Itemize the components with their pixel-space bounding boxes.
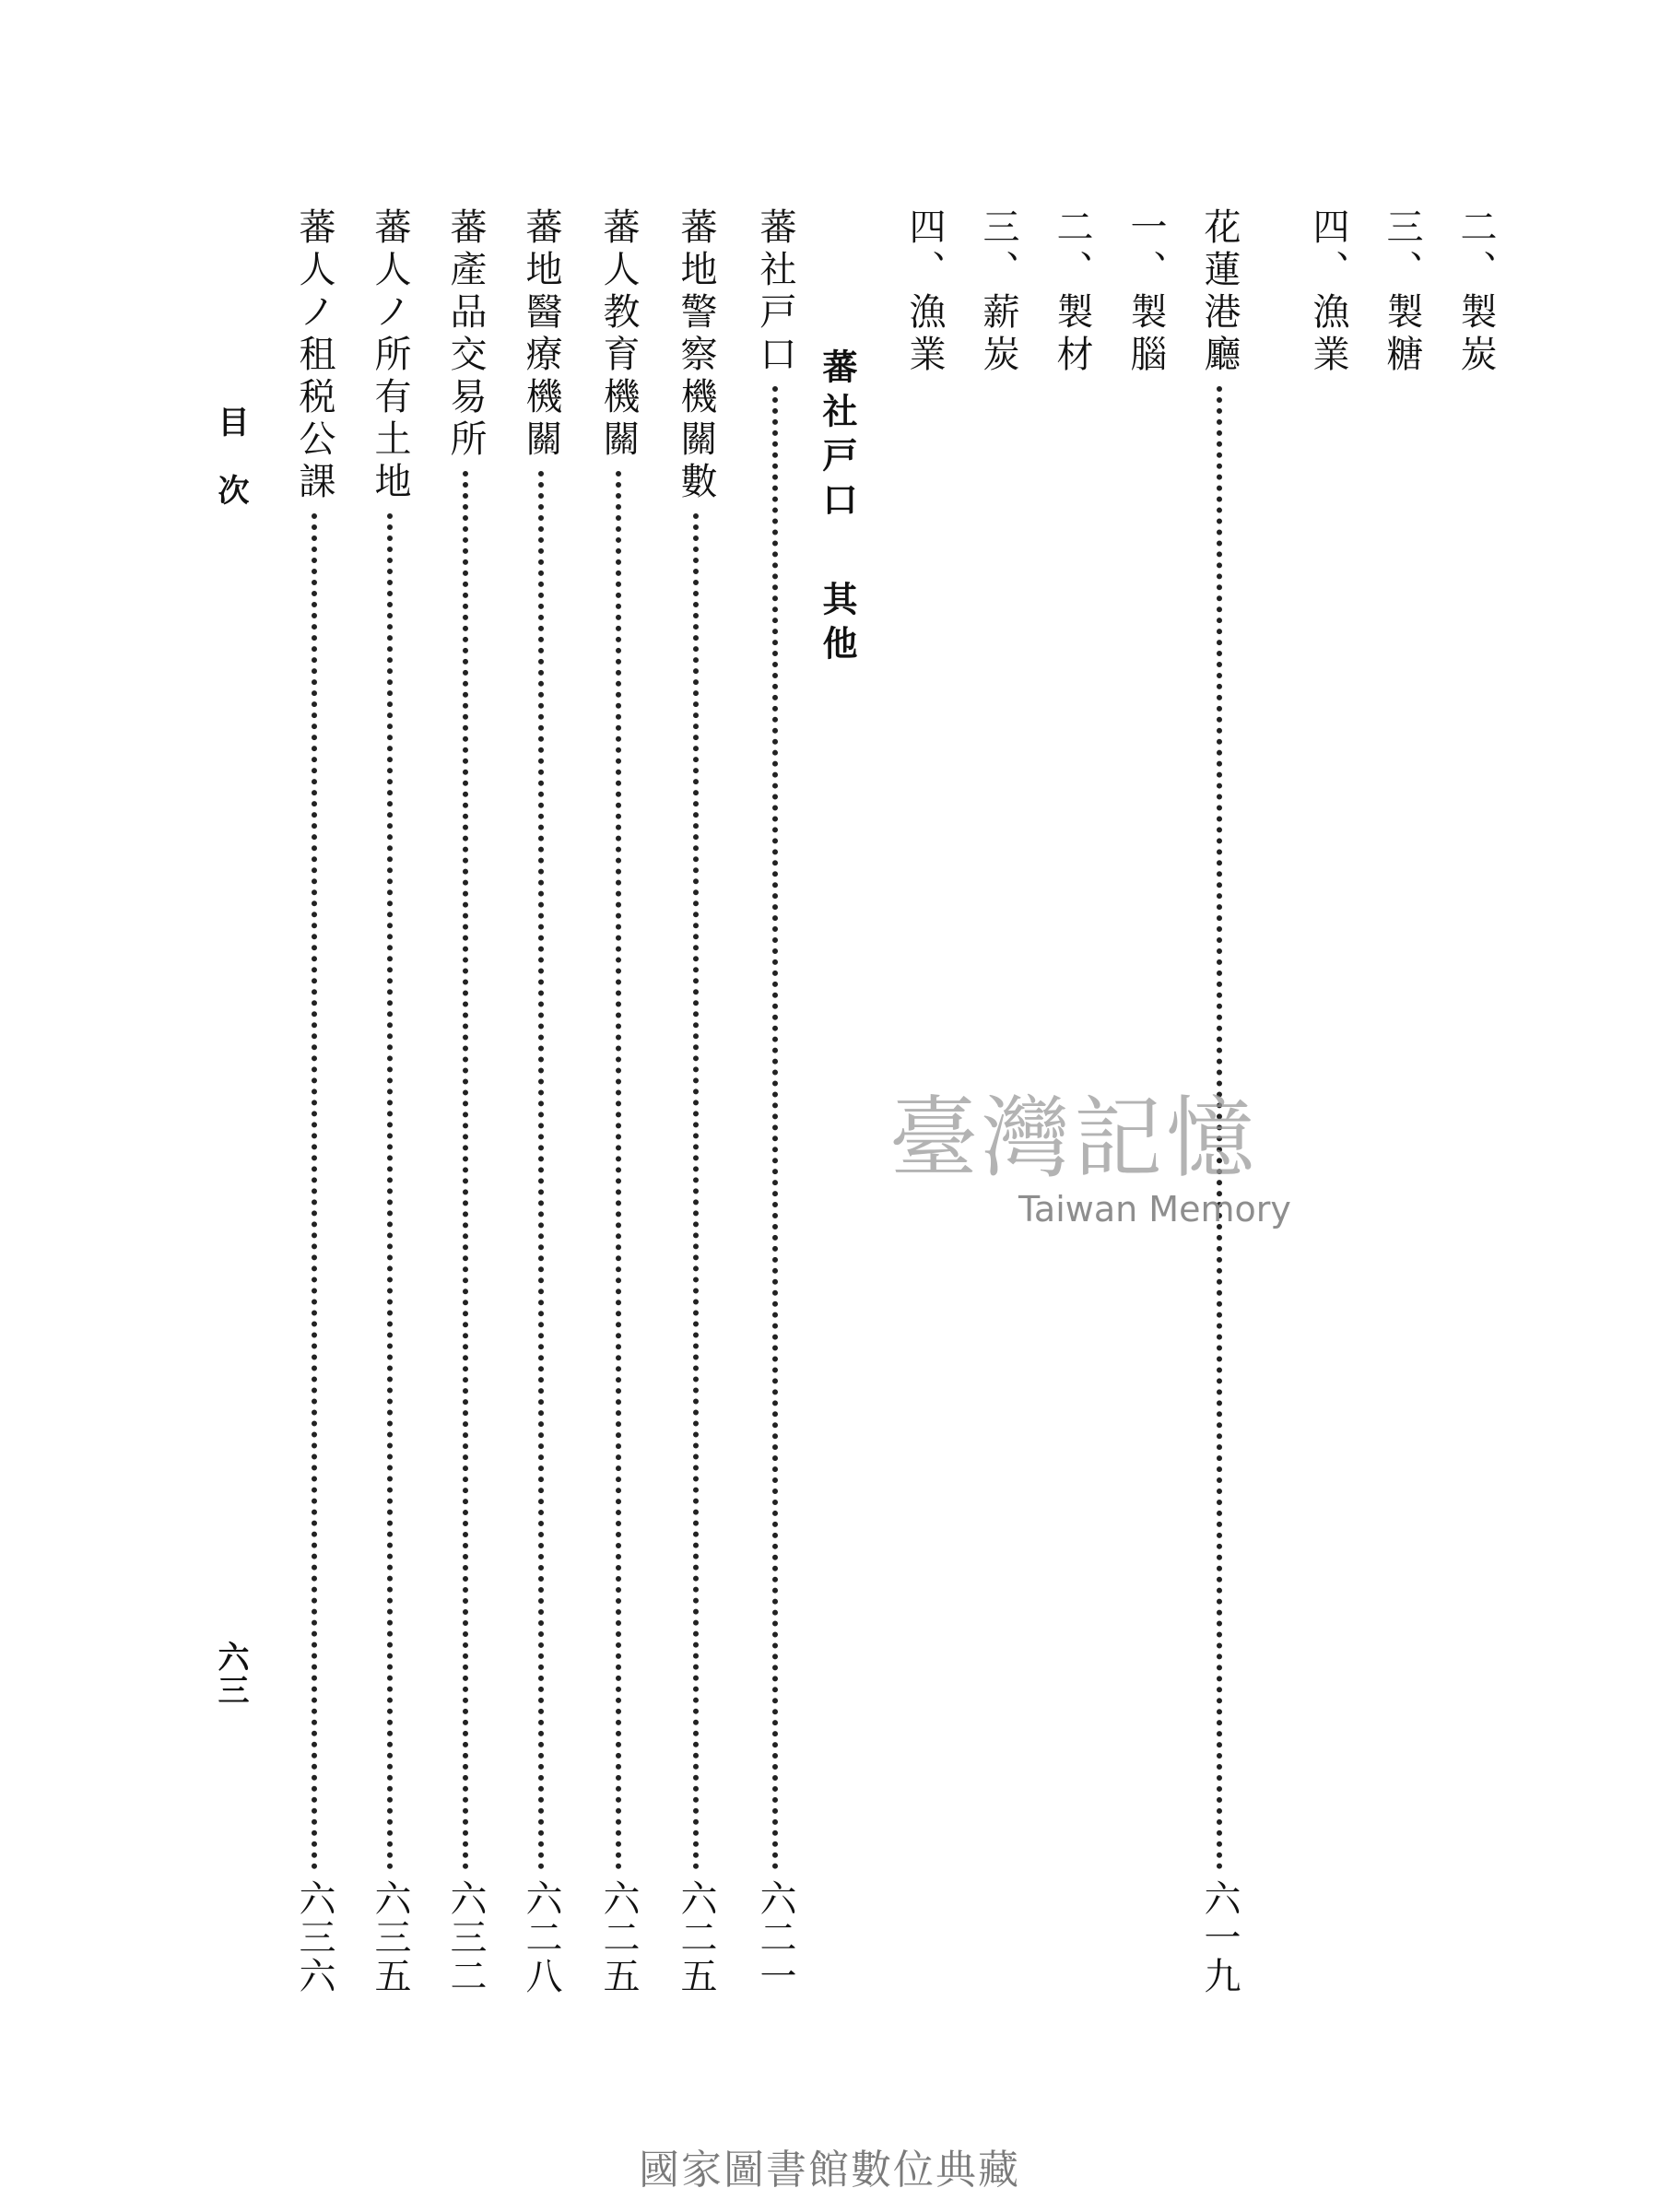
watermark <box>834 1088 1313 1263</box>
toc-entry-page: 六二五 <box>597 1879 640 1995</box>
leader-dots <box>312 513 317 1870</box>
leader-dots <box>463 471 468 1870</box>
toc-entry-page: 六二五 <box>675 1879 717 1995</box>
toc-entry-page: 六三六 <box>293 1879 335 1995</box>
toc-subitem-fishery: 四、漁業 <box>1307 207 1349 377</box>
section-heading-part1: 蕃社戸口 <box>817 348 858 525</box>
leader-dots <box>693 513 699 1870</box>
footer-collection-label: 國家圖書館數位典藏 <box>639 2147 1020 2194</box>
toc-entry-page: 六二八 <box>520 1879 562 1995</box>
leader-dots <box>616 471 621 1870</box>
toc-subitem-firewood: 三、薪炭 <box>977 207 1019 377</box>
leader-dots <box>772 386 778 1870</box>
page-folio: 六三 <box>212 1641 249 1707</box>
toc-entry-title: 蕃社戸口 <box>754 207 796 377</box>
toc-subitem-charcoal: 二、製炭 <box>1454 207 1497 377</box>
toc-entry <box>369 207 411 1995</box>
toc-entry-page: 六三二 <box>444 1879 487 1995</box>
toc-entry-title: 蕃地警察機關數 <box>675 207 717 504</box>
toc-entry-title: 蕃產品交易所 <box>444 207 487 462</box>
toc-entry-title: 蕃人ノ所有土地 <box>369 207 411 504</box>
leader-dots <box>538 471 544 1870</box>
toc-entry <box>754 207 796 1995</box>
toc-entry <box>675 207 717 1995</box>
toc-entry <box>293 207 335 1995</box>
section-heading-part2: 其他 <box>817 581 858 669</box>
toc-entry <box>444 207 487 1995</box>
toc-entry-page: 六二一 <box>754 1879 796 1995</box>
leader-dots <box>387 513 393 1870</box>
toc-entry-title: 蕃人ノ租税公課 <box>293 207 335 504</box>
toc-subitem-sugar: 三、製糖 <box>1381 207 1423 377</box>
watermark-english: Taiwan Memory <box>1018 1189 1291 1230</box>
toc-entry-page: 六三五 <box>369 1879 411 1995</box>
toc-entry <box>520 207 562 1995</box>
toc-entry-title: 蕃地醫療機關 <box>520 207 562 462</box>
toc-subitem-camphor: 一、製腦 <box>1124 207 1167 377</box>
running-head: 目次 <box>212 406 249 542</box>
toc-entry-title: 花蓮港廳 <box>1198 207 1241 377</box>
toc-entry <box>597 207 640 1995</box>
toc-entry-page: 六一九 <box>1198 1879 1241 1995</box>
watermark-chinese: 臺灣記憶 <box>889 1087 1258 1190</box>
toc-subitem-fishery-2: 四、漁業 <box>903 207 946 377</box>
toc-subitem-lumber: 二、製材 <box>1051 207 1093 377</box>
toc-entry-title: 蕃人教育機關 <box>597 207 640 462</box>
